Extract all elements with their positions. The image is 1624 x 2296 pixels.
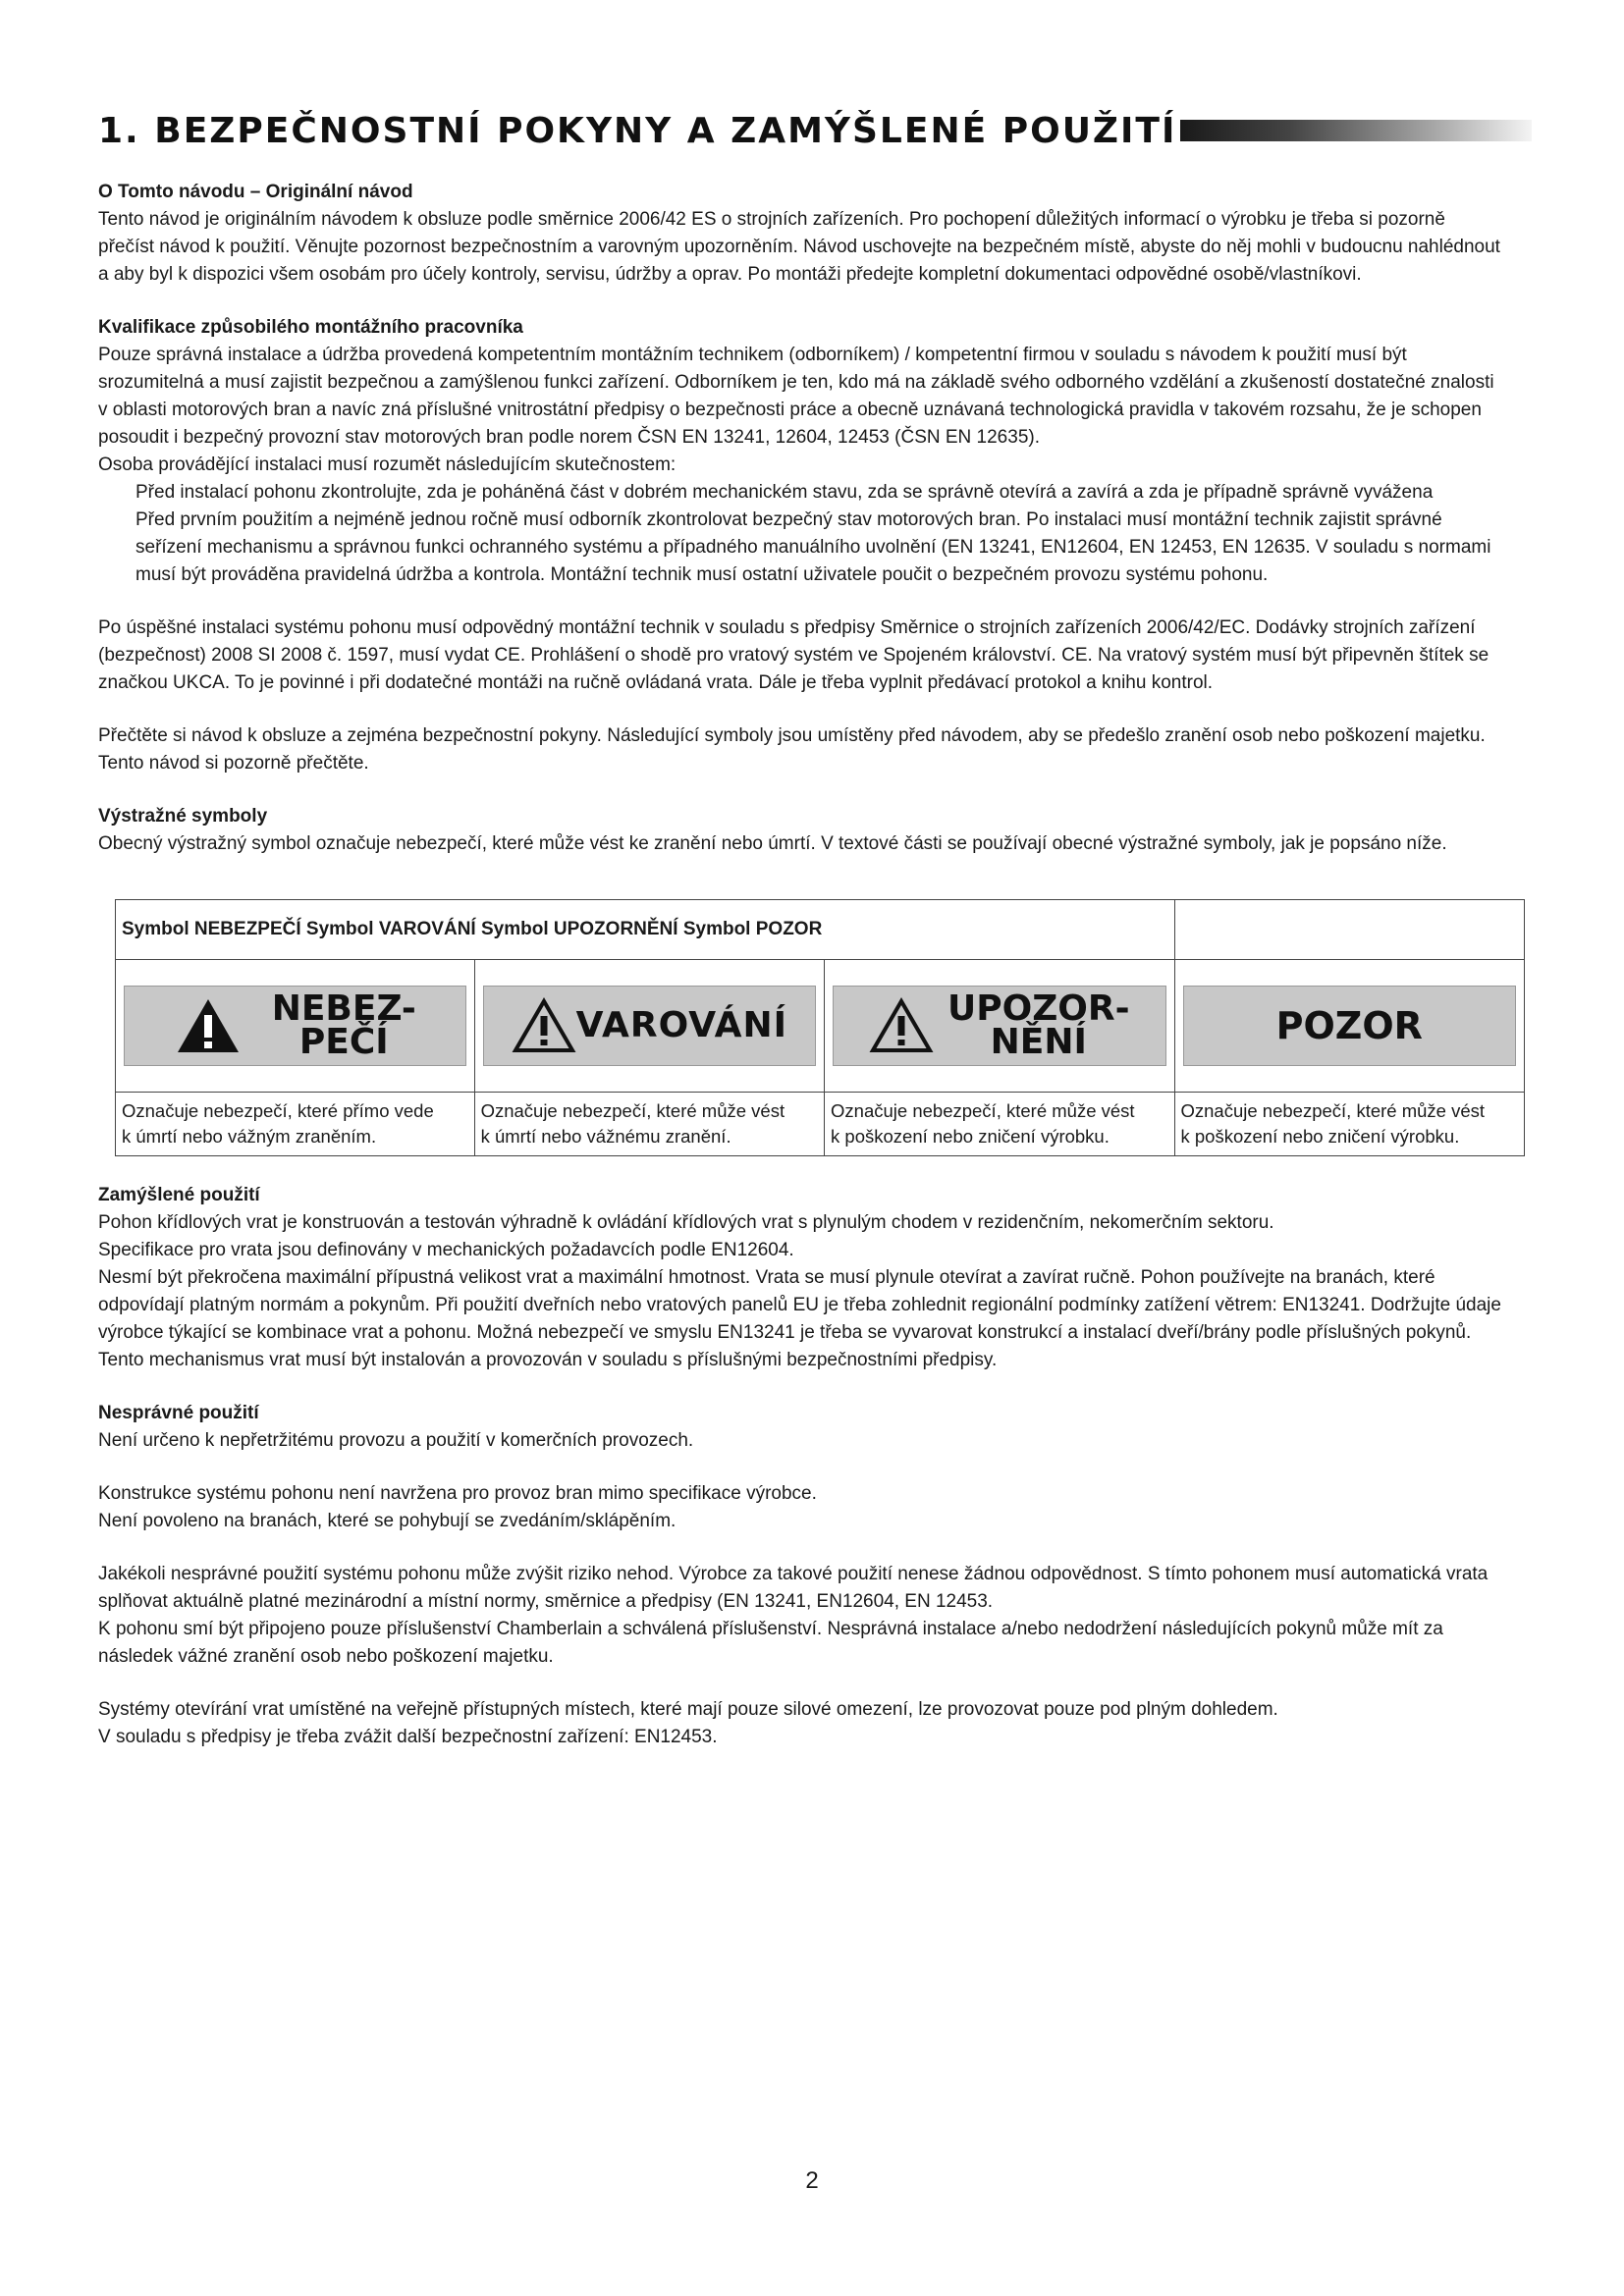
qualification-indented-line: Před prvním použitím a nejméně jednou ročně musí odborník zkontrolovat bezpečný stav motorových bran. Po instalaci musí montážní technik zajistit správné [135,509,1442,530]
page-number: 2 [805,2167,819,2194]
symbol-badge-row [116,960,1525,1093]
notice-badge-label: POZOR [1275,1004,1423,1047]
improper-line: následek vážné zranění osob nebo poškození majetku. [98,1646,554,1667]
improper-line: Jakékoli nesprávné použití systému pohonu může zvýšit riziko nehod. Výrobce za takové použití nenese žádnou odpovědnost. S tímto pohonem musí automatická vrata [98,1564,1489,1584]
about-heading: O Tomto návodu – Originální návod [98,182,413,202]
intended-line: výrobce týkající se kombinace vrat a pohonu. Možná nebezpečí ve smyslu EN13241 je třeba se vyvarovat konstrukcí a instalací dveří/brány podle příslušných pokynů. [98,1322,1472,1343]
qualification-line: srozumitelná a musí zajistit bezpečnou a zamýšlenou funkci zařízení. Odborníkem je ten, kdo má na základě svého odborného vzdělání a zkušeností dostatečné znalosti [98,372,1494,393]
warning-symbol-table [115,899,1525,1156]
warnings-line: Obecný výstražný symbol označuje nebezpečí, které může vést ke zranění nebo úmrtí. V textové části se používají obecné výstražné symboly, jak je popsáno níže. [98,833,1447,854]
section-title-row [98,108,1532,155]
warning-badge-label: VAROVÁNÍ [575,1005,788,1045]
symbol-description-row [116,1093,1525,1156]
improper-line: K pohonu smí být připojeno pouze příslušenství Chamberlain a schválená příslušenství. Nesprávná instalace a/nebo nedodržení následujících pokynů může mít za [98,1619,1443,1639]
intended-line: Specifikace pro vrata jsou definovány v mechanických požadavcích podle EN12604. [98,1240,794,1260]
improper-heading: Nesprávné použití [98,1403,259,1423]
qualification-line: posoudit i bezpečný provozní stav motorových bran podle norem ČSN EN 13241, 12604, 12453 (ČSN EN 12635). [98,427,1040,448]
qualification-indented-line: musí být prováděna pravidelná údržba a kontrola. Montážní technik musí ostatní uživatele poučit o bezpečném provozu systému pohonu. [135,564,1269,585]
improper-line: splňovat aktuálně platné mezinárodní a místní normy, směrnice a předpisy (EN 13241, EN12604, EN 12453. [98,1591,994,1612]
symbol-description-cell: Označuje nebezpečí, které může vést k poškození nebo zničení výrobku. [1174,1093,1525,1156]
intended-line: odpovídají platným normám a pokynům. Při použití dveřních nebo vratových panelů EU je třeba zohlednit regionální podmínky zatížení větrem: EN13241. Dodržujte údaje [98,1295,1501,1315]
title-decorative-bar [1159,120,1532,141]
content-upper [98,179,1532,858]
badge-cell-warning [474,960,824,1093]
improper-line: Konstrukce systému pohonu není navržena pro provoz bran mimo specifikace výrobce. [98,1483,817,1504]
symbol-description-cell: Označuje nebezpečí, které může vést k úmrtí nebo vážnému zranění. [474,1093,824,1156]
section-title: 1. BEZPEČNOSTNÍ POKYNY A ZAMÝŠLENÉ POUŽITÍ [98,108,1180,155]
danger-badge [124,986,466,1066]
intended-line: Tento mechanismus vrat musí být instalován a provozován v souladu s příslušnými bezpečnostními předpisy. [98,1350,998,1370]
improper-line: Systémy otevírání vrat umístěné na veřejně přístupných místech, které mají pouze silové omezení, lze provozovat pouze pod plným dohledem. [98,1699,1278,1720]
installation-line: (bezpečnost) 2008 SI 2008 č. 1597, musí vydat CE. Prohlášení o shodě pro vratový systém ve Spojeném království. CE. Na vratový systém musí být připevněn štítek se [98,645,1489,666]
read-line: Tento návod si pozorně přečtěte. [98,753,369,774]
warning-triangle-icon [174,995,243,1056]
symbol-table-header-row [116,900,1525,960]
badge-cell-notice [1174,960,1525,1093]
improper-line: Není určeno k nepřetržitému provozu a použití v komerčních provozech. [98,1430,694,1451]
about-line: přečíst návod k použití. Věnujte pozornost bezpečnostním a varovným upozorněním. Návod uschovejte na bezpečném místě, abyste do něj mohli v budoucnu nahlédnout [98,237,1500,257]
symbol-table-header-empty [1174,900,1525,960]
read-line: Přečtěte si návod k obsluze a zejména bezpečnostní pokyny. Následující symboly jsou umístěny před návodem, aby se předešlo zranění osob nebo poškození majetku. [98,725,1486,746]
installation-line: značkou UKCA. To je povinné i při dodatečné montáži na ručně ovládaná vrata. Dále je třeba vyplnit předávací protokol a knihu kontrol. [98,672,1214,693]
warning-triangle-icon [869,997,934,1054]
qualification-line: Pouze správná instalace a údržba provedená kompetentním montážním technikem (odborníkem) / kompetentní firmou v souladu s návodem k použití musí být [98,345,1407,365]
qualification-line: Osoba provádějící instalaci musí rozumět následujícím skutečnostem: [98,454,677,475]
caution-badge [833,986,1165,1066]
about-line: a aby byl k dispozici všem osobám pro účely kontroly, servisu, údržby a oprav. Po montáži předejte kompletní dokumentaci odpovědné osobě/vlastníkovi. [98,264,1362,285]
intended-line: Pohon křídlových vrat je konstruován a testován výhradně k ovládání křídlových vrat s plynulým chodem v rezidenčním, nekomerčním sektoru. [98,1212,1274,1233]
symbol-table-header: Symbol NEBEZPEČÍ Symbol VAROVÁNÍ Symbol UPOZORNĚNÍ Symbol POZOR [116,900,1175,960]
qualification-heading: Kvalifikace způsobilého montážního pracovníka [98,317,523,338]
qualification-indented-line: seřízení mechanismu a správnou funkci ochranného systému a případného manuálního uvolnění (EN 13241, EN12604, EN 12453, EN 12635. V souladu s normami [135,537,1491,558]
symbol-description-cell: Označuje nebezpečí, které přímo vede k úmrtí nebo vážným zraněním. [116,1093,475,1156]
warnings-heading: Výstražné symboly [98,806,268,827]
notice-badge [1183,986,1517,1066]
badge-cell-danger [116,960,475,1093]
qualification-indented-line: Před instalací pohonu zkontrolujte, zda je poháněná část v dobrém mechanickém stavu, zda se správně otevírá a zavírá a zda je případně správně vyvážena [135,482,1434,503]
improper-line: V souladu s předpisy je třeba zvážit další bezpečnostní zařízení: EN12453. [98,1727,718,1747]
warning-badge [483,986,816,1066]
intended-line: Nesmí být překročena maximální přípustná velikost vrat a maximální hmotnost. Vrata se musí plynule otevírat a zavírat ručně. Pohon používejte na branách, které [98,1267,1435,1288]
badge-cell-caution [825,960,1174,1093]
intended-heading: Zamýšlené použití [98,1185,260,1205]
improper-line: Není povoleno na branách, které se pohybují se zvedáním/sklápěním. [98,1511,677,1531]
content-lower [98,1182,1532,1751]
caution-badge-label: UPOZOR- NĚNÍ [947,988,1130,1062]
about-line: Tento návod je originálním návodem k obsluze podle směrnice 2006/42 ES o strojních zařízeních. Pro pochopení důležitých informací o výrobku je třeba si pozorně [98,209,1445,230]
symbol-description-cell: Označuje nebezpečí, které může vést k poškození nebo zničení výrobku. [825,1093,1174,1156]
installation-line: Po úspěšné instalaci systému pohonu musí odpovědný montážní technik v souladu s předpisy Směrnice o strojních zařízeních 2006/42/EC. Dodávky strojních zařízení [98,617,1476,638]
warning-triangle-icon [512,997,576,1054]
danger-badge-label: NEBEZ- PEČÍ [271,988,416,1062]
qualification-line: v oblasti motorových bran a navíc zná příslušné vnitrostátní předpisy o bezpečnosti práce a obecně uznávaná technologická pravidla v takovém rozsahu, že je schopen [98,400,1482,420]
